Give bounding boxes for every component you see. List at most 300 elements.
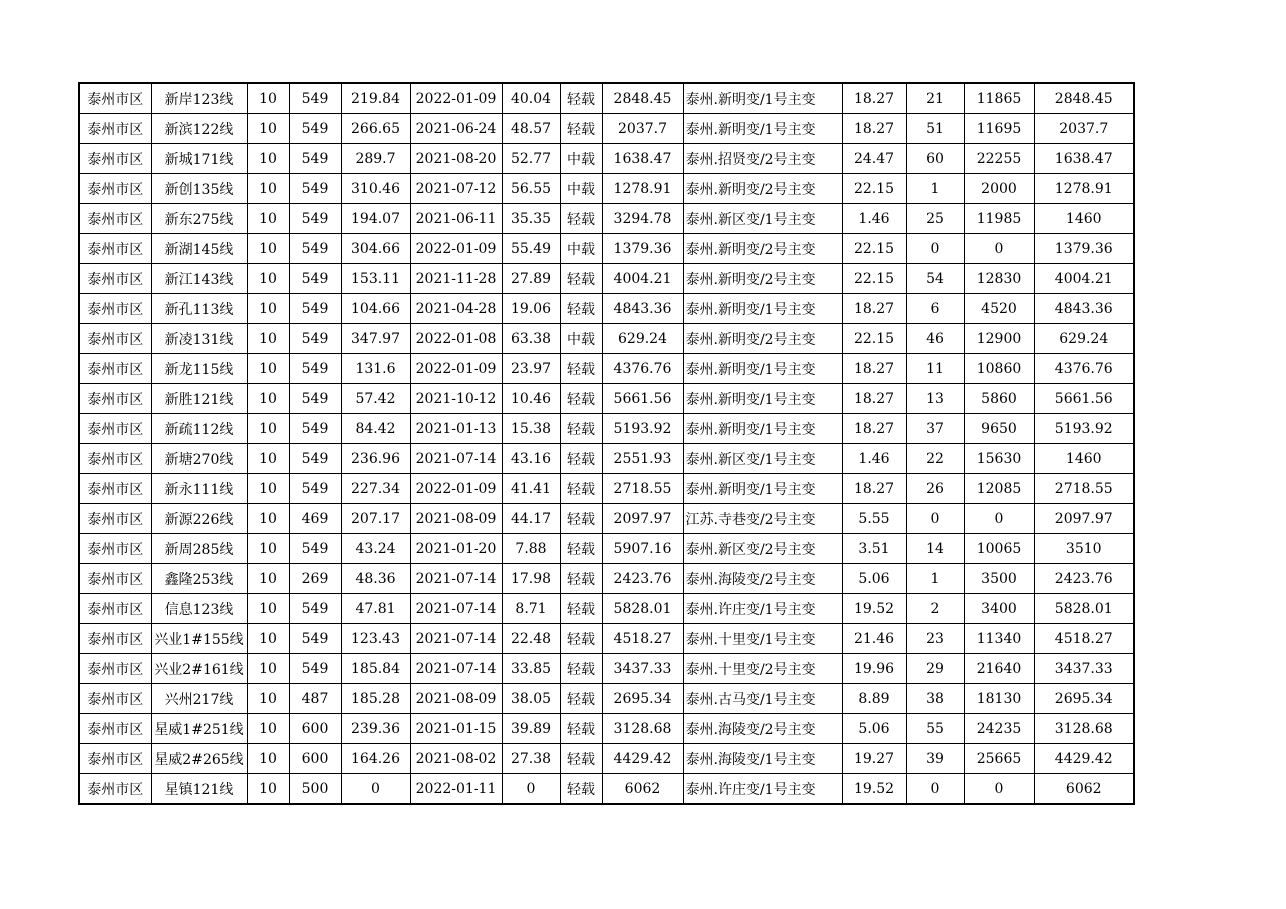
cell-district: 泰州市区 [79,83,151,114]
cell-load-current: 43.24 [341,534,410,564]
cell-line-name: 新孔113线 [151,294,247,324]
cell-transformer-load-rate: 18.27 [842,83,906,114]
cell-date: 2022-01-09 [410,354,502,384]
cell-available-capacity: 1379.36 [1034,234,1134,264]
cell-available-capacity: 6062 [1034,774,1134,805]
cell-available-capacity: 3437.33 [1034,654,1134,684]
cell-load-rate: 7.88 [502,534,560,564]
table-row [79,294,1134,324]
cell-date: 2021-11-28 [410,264,502,294]
cell-load-rate: 33.85 [502,654,560,684]
cell-transformer-load-rate: 19.52 [842,594,906,624]
cell-load-current: 194.07 [341,204,410,234]
cell-available-capacity: 5193.92 [1034,414,1134,444]
cell-rated-current: 549 [289,474,341,504]
cell-rated-current: 549 [289,414,341,444]
cell-available-capacity: 4518.27 [1034,624,1134,654]
cell-voltage: 10 [247,564,289,594]
cell-capacity: 11985 [964,204,1034,234]
cell-line-name: 新江143线 [151,264,247,294]
cell-voltage: 10 [247,594,289,624]
cell-capacity: 12900 [964,324,1034,354]
cell-load-rate: 44.17 [502,504,560,534]
cell-transformer-load-rate: 24.47 [842,144,906,174]
cell-load-rate: 52.77 [502,144,560,174]
cell-rated-current: 549 [289,234,341,264]
cell-date: 2021-01-13 [410,414,502,444]
cell-load-status: 轻载 [560,444,602,474]
cell-rated-current: 549 [289,324,341,354]
table-row [79,204,1134,234]
table-row [79,684,1134,714]
cell-load-current: 164.26 [341,744,410,774]
cell-substation-transformer: 泰州.许庄变/1号主变 [683,774,842,805]
table-body [79,83,1134,804]
cell-count: 46 [906,324,964,354]
cell-voltage: 10 [247,774,289,805]
cell-line-name: 新凌131线 [151,324,247,354]
cell-load-status: 中载 [560,234,602,264]
cell-voltage: 10 [247,83,289,114]
cell-district: 泰州市区 [79,174,151,204]
cell-available-capacity: 2037.7 [1034,114,1134,144]
cell-rated-current: 600 [289,744,341,774]
cell-spare-capacity: 3294.78 [602,204,683,234]
cell-district: 泰州市区 [79,534,151,564]
cell-available-capacity: 4376.76 [1034,354,1134,384]
cell-load-current: 123.43 [341,624,410,654]
cell-rated-current: 549 [289,174,341,204]
cell-spare-capacity: 3437.33 [602,654,683,684]
cell-rated-current: 549 [289,294,341,324]
cell-substation-transformer: 泰州.新明变/1号主变 [683,294,842,324]
spreadsheet-page [78,82,1135,805]
cell-rated-current: 549 [289,594,341,624]
feeder-load-table [78,82,1135,805]
cell-load-rate: 19.06 [502,294,560,324]
cell-capacity: 10065 [964,534,1034,564]
cell-line-name: 兴州217线 [151,684,247,714]
table-row [79,234,1134,264]
cell-transformer-load-rate: 1.46 [842,204,906,234]
cell-substation-transformer: 泰州.新区变/1号主变 [683,204,842,234]
cell-district: 泰州市区 [79,594,151,624]
cell-load-current: 185.84 [341,654,410,684]
cell-date: 2021-08-09 [410,504,502,534]
cell-line-name: 新城171线 [151,144,247,174]
cell-transformer-load-rate: 22.15 [842,264,906,294]
cell-load-rate: 48.57 [502,114,560,144]
cell-spare-capacity: 2423.76 [602,564,683,594]
cell-substation-transformer: 泰州.海陵变/2号主变 [683,714,842,744]
cell-substation-transformer: 泰州.新明变/1号主变 [683,414,842,444]
cell-date: 2021-10-12 [410,384,502,414]
cell-spare-capacity: 2718.55 [602,474,683,504]
cell-voltage: 10 [247,534,289,564]
table-row [79,504,1134,534]
table-row [79,83,1134,114]
cell-date: 2021-07-14 [410,624,502,654]
table-row [79,354,1134,384]
table-row [79,414,1134,444]
cell-substation-transformer: 泰州.新区变/1号主变 [683,444,842,474]
cell-substation-transformer: 泰州.新明变/2号主变 [683,264,842,294]
cell-count: 60 [906,144,964,174]
cell-rated-current: 269 [289,564,341,594]
table-row [79,324,1134,354]
cell-load-rate: 35.35 [502,204,560,234]
cell-load-rate: 23.97 [502,354,560,384]
cell-district: 泰州市区 [79,474,151,504]
cell-load-current: 289.7 [341,144,410,174]
cell-district: 泰州市区 [79,624,151,654]
cell-load-current: 48.36 [341,564,410,594]
cell-substation-transformer: 泰州.海陵变/1号主变 [683,744,842,774]
cell-count: 13 [906,384,964,414]
cell-district: 泰州市区 [79,684,151,714]
cell-capacity: 11865 [964,83,1034,114]
cell-substation-transformer: 泰州.新明变/2号主变 [683,234,842,264]
cell-rated-current: 549 [289,204,341,234]
cell-load-current: 239.36 [341,714,410,744]
cell-load-rate: 56.55 [502,174,560,204]
cell-voltage: 10 [247,294,289,324]
table-row [79,624,1134,654]
cell-count: 26 [906,474,964,504]
cell-available-capacity: 1460 [1034,444,1134,474]
cell-load-status: 轻载 [560,354,602,384]
cell-rated-current: 549 [289,384,341,414]
cell-transformer-load-rate: 18.27 [842,294,906,324]
cell-capacity: 0 [964,774,1034,805]
cell-date: 2021-04-28 [410,294,502,324]
cell-voltage: 10 [247,234,289,264]
cell-available-capacity: 2695.34 [1034,684,1134,714]
cell-date: 2022-01-11 [410,774,502,805]
cell-rated-current: 549 [289,354,341,384]
cell-date: 2022-01-09 [410,474,502,504]
table-row [79,384,1134,414]
cell-voltage: 10 [247,474,289,504]
cell-voltage: 10 [247,624,289,654]
cell-count: 38 [906,684,964,714]
cell-transformer-load-rate: 18.27 [842,354,906,384]
cell-load-status: 轻载 [560,654,602,684]
cell-transformer-load-rate: 18.27 [842,474,906,504]
cell-date: 2021-08-09 [410,684,502,714]
cell-capacity: 25665 [964,744,1034,774]
table-row [79,534,1134,564]
cell-available-capacity: 4004.21 [1034,264,1134,294]
cell-date: 2022-01-09 [410,83,502,114]
table-row [79,174,1134,204]
cell-capacity: 24235 [964,714,1034,744]
table-row [79,744,1134,774]
cell-rated-current: 549 [289,144,341,174]
cell-voltage: 10 [247,714,289,744]
cell-voltage: 10 [247,324,289,354]
cell-capacity: 22255 [964,144,1034,174]
cell-load-status: 轻载 [560,83,602,114]
cell-load-current: 131.6 [341,354,410,384]
cell-date: 2022-01-09 [410,234,502,264]
cell-load-current: 84.42 [341,414,410,444]
cell-substation-transformer: 泰州.新明变/1号主变 [683,354,842,384]
cell-district: 泰州市区 [79,414,151,444]
cell-substation-transformer: 泰州.新明变/2号主变 [683,174,842,204]
cell-date: 2021-07-14 [410,594,502,624]
cell-voltage: 10 [247,444,289,474]
cell-capacity: 9650 [964,414,1034,444]
cell-spare-capacity: 5661.56 [602,384,683,414]
cell-load-rate: 10.46 [502,384,560,414]
cell-load-rate: 63.38 [502,324,560,354]
cell-line-name: 兴业2#161线 [151,654,247,684]
cell-load-rate: 38.05 [502,684,560,714]
table-row [79,144,1134,174]
cell-transformer-load-rate: 18.27 [842,114,906,144]
cell-count: 25 [906,204,964,234]
cell-substation-transformer: 泰州.十里变/1号主变 [683,624,842,654]
cell-voltage: 10 [247,414,289,444]
table-row [79,654,1134,684]
cell-district: 泰州市区 [79,294,151,324]
cell-load-status: 轻载 [560,204,602,234]
cell-load-current: 236.96 [341,444,410,474]
cell-district: 泰州市区 [79,324,151,354]
cell-district: 泰州市区 [79,234,151,264]
cell-load-status: 轻载 [560,414,602,444]
cell-count: 21 [906,83,964,114]
cell-capacity: 2000 [964,174,1034,204]
cell-line-name: 兴业1#155线 [151,624,247,654]
cell-available-capacity: 1638.47 [1034,144,1134,174]
cell-count: 1 [906,174,964,204]
cell-line-name: 新湖145线 [151,234,247,264]
cell-line-name: 星威2#265线 [151,744,247,774]
cell-load-current: 304.66 [341,234,410,264]
cell-voltage: 10 [247,384,289,414]
cell-district: 泰州市区 [79,444,151,474]
cell-date: 2022-01-08 [410,324,502,354]
cell-capacity: 12830 [964,264,1034,294]
cell-date: 2021-07-14 [410,444,502,474]
cell-load-rate: 27.38 [502,744,560,774]
cell-transformer-load-rate: 21.46 [842,624,906,654]
cell-load-rate: 55.49 [502,234,560,264]
cell-district: 泰州市区 [79,384,151,414]
cell-capacity: 0 [964,504,1034,534]
cell-district: 泰州市区 [79,744,151,774]
cell-capacity: 4520 [964,294,1034,324]
cell-date: 2021-08-02 [410,744,502,774]
cell-date: 2021-07-14 [410,654,502,684]
cell-load-status: 轻载 [560,774,602,805]
cell-district: 泰州市区 [79,564,151,594]
cell-load-status: 轻载 [560,294,602,324]
cell-count: 22 [906,444,964,474]
cell-district: 泰州市区 [79,504,151,534]
cell-load-current: 0 [341,774,410,805]
table-row [79,444,1134,474]
cell-rated-current: 600 [289,714,341,744]
cell-load-rate: 41.41 [502,474,560,504]
cell-spare-capacity: 4518.27 [602,624,683,654]
cell-rated-current: 469 [289,504,341,534]
cell-transformer-load-rate: 1.46 [842,444,906,474]
cell-load-status: 轻载 [560,474,602,504]
cell-load-current: 47.81 [341,594,410,624]
cell-line-name: 新源226线 [151,504,247,534]
table-row [79,774,1134,805]
cell-substation-transformer: 泰州.新明变/1号主变 [683,114,842,144]
table-row [79,114,1134,144]
cell-capacity: 10860 [964,354,1034,384]
cell-available-capacity: 5661.56 [1034,384,1134,414]
cell-load-rate: 22.48 [502,624,560,654]
cell-line-name: 星镇121线 [151,774,247,805]
cell-line-name: 星威1#251线 [151,714,247,744]
cell-load-status: 轻载 [560,534,602,564]
cell-count: 55 [906,714,964,744]
cell-spare-capacity: 6062 [602,774,683,805]
cell-load-status: 轻载 [560,624,602,654]
cell-transformer-load-rate: 19.52 [842,774,906,805]
cell-load-status: 轻载 [560,564,602,594]
cell-rated-current: 549 [289,654,341,684]
cell-load-current: 185.28 [341,684,410,714]
cell-available-capacity: 5828.01 [1034,594,1134,624]
cell-voltage: 10 [247,684,289,714]
cell-load-status: 轻载 [560,714,602,744]
cell-load-status: 轻载 [560,114,602,144]
cell-capacity: 3500 [964,564,1034,594]
cell-substation-transformer: 江苏.寺巷变/2号主变 [683,504,842,534]
table-row [79,594,1134,624]
cell-count: 29 [906,654,964,684]
cell-load-current: 347.97 [341,324,410,354]
cell-spare-capacity: 2695.34 [602,684,683,714]
cell-transformer-load-rate: 18.27 [842,384,906,414]
cell-voltage: 10 [247,204,289,234]
cell-load-current: 104.66 [341,294,410,324]
cell-line-name: 新滨122线 [151,114,247,144]
cell-substation-transformer: 泰州.新明变/1号主变 [683,83,842,114]
cell-substation-transformer: 泰州.许庄变/1号主变 [683,594,842,624]
cell-spare-capacity: 4429.42 [602,744,683,774]
cell-substation-transformer: 泰州.新明变/1号主变 [683,384,842,414]
cell-count: 2 [906,594,964,624]
cell-spare-capacity: 1638.47 [602,144,683,174]
cell-voltage: 10 [247,174,289,204]
cell-count: 0 [906,774,964,805]
cell-spare-capacity: 1278.91 [602,174,683,204]
cell-rated-current: 487 [289,684,341,714]
cell-rated-current: 549 [289,624,341,654]
cell-load-current: 266.65 [341,114,410,144]
cell-voltage: 10 [247,354,289,384]
cell-district: 泰州市区 [79,354,151,384]
cell-voltage: 10 [247,654,289,684]
cell-load-current: 57.42 [341,384,410,414]
cell-district: 泰州市区 [79,144,151,174]
table-row [79,264,1134,294]
cell-capacity: 3400 [964,594,1034,624]
cell-rated-current: 549 [289,83,341,114]
cell-load-rate: 0 [502,774,560,805]
cell-spare-capacity: 5828.01 [602,594,683,624]
cell-count: 51 [906,114,964,144]
cell-load-current: 207.17 [341,504,410,534]
cell-district: 泰州市区 [79,774,151,805]
cell-line-name: 新周285线 [151,534,247,564]
cell-available-capacity: 1278.91 [1034,174,1134,204]
cell-rated-current: 549 [289,444,341,474]
cell-load-rate: 8.71 [502,594,560,624]
cell-voltage: 10 [247,744,289,774]
cell-transformer-load-rate: 22.15 [842,174,906,204]
cell-substation-transformer: 泰州.招贤变/2号主变 [683,144,842,174]
cell-voltage: 10 [247,504,289,534]
cell-transformer-load-rate: 5.55 [842,504,906,534]
cell-spare-capacity: 2037.7 [602,114,683,144]
table-row [79,564,1134,594]
cell-substation-transformer: 泰州.新区变/2号主变 [683,534,842,564]
cell-load-status: 轻载 [560,264,602,294]
cell-date: 2021-06-11 [410,204,502,234]
cell-transformer-load-rate: 3.51 [842,534,906,564]
cell-load-status: 轻载 [560,504,602,534]
cell-available-capacity: 4429.42 [1034,744,1134,774]
cell-spare-capacity: 2551.93 [602,444,683,474]
cell-line-name: 新龙115线 [151,354,247,384]
cell-district: 泰州市区 [79,114,151,144]
cell-district: 泰州市区 [79,654,151,684]
cell-load-status: 中载 [560,144,602,174]
cell-capacity: 18130 [964,684,1034,714]
cell-count: 1 [906,564,964,594]
cell-spare-capacity: 5907.16 [602,534,683,564]
cell-available-capacity: 1460 [1034,204,1134,234]
cell-date: 2021-01-15 [410,714,502,744]
cell-transformer-load-rate: 8.89 [842,684,906,714]
cell-capacity: 11695 [964,114,1034,144]
cell-voltage: 10 [247,114,289,144]
cell-spare-capacity: 2848.45 [602,83,683,114]
cell-voltage: 10 [247,264,289,294]
cell-date: 2021-07-14 [410,564,502,594]
cell-spare-capacity: 1379.36 [602,234,683,264]
cell-count: 0 [906,504,964,534]
cell-load-current: 219.84 [341,83,410,114]
cell-capacity: 11340 [964,624,1034,654]
cell-available-capacity: 3128.68 [1034,714,1134,744]
cell-load-rate: 40.04 [502,83,560,114]
cell-substation-transformer: 泰州.新明变/1号主变 [683,474,842,504]
cell-load-status: 轻载 [560,684,602,714]
cell-available-capacity: 3510 [1034,534,1134,564]
cell-spare-capacity: 629.24 [602,324,683,354]
cell-transformer-load-rate: 5.06 [842,714,906,744]
cell-count: 11 [906,354,964,384]
cell-capacity: 5860 [964,384,1034,414]
cell-spare-capacity: 4004.21 [602,264,683,294]
cell-transformer-load-rate: 19.27 [842,744,906,774]
cell-transformer-load-rate: 19.96 [842,654,906,684]
cell-substation-transformer: 泰州.海陵变/2号主变 [683,564,842,594]
cell-line-name: 新东275线 [151,204,247,234]
cell-substation-transformer: 泰州.新明变/2号主变 [683,324,842,354]
